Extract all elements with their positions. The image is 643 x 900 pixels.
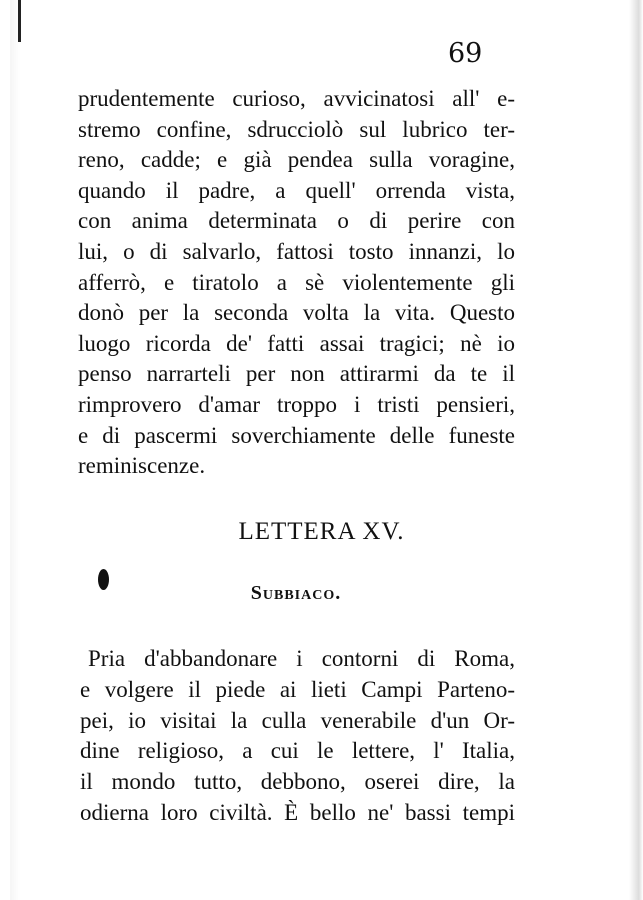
gutter-ink-mark <box>18 0 21 42</box>
text-line: dine religioso, a cui le lettere, l' Italia, <box>80 738 515 764</box>
text-line: donò per la seconda volta la vita. Questo <box>78 300 515 326</box>
page-number: 69 <box>448 38 483 69</box>
letter-place-heading: Subbiaco. <box>250 582 342 604</box>
text-line: e di pascermi soverchiamente delle funeste <box>78 422 515 448</box>
text-line: il mondo tutto, debbono, oserei dire, la <box>80 769 515 795</box>
text-line: Pria d'abbandonare i contorni di Roma, <box>88 646 515 671</box>
text-line: con anima determinata o di perire con <box>78 208 515 234</box>
text-line: stremo confine, sdrucciolò sul lubrico ter- <box>78 116 515 142</box>
text-line: pei, io visitai la culla venerabile d'un Or- <box>80 707 515 733</box>
text-line: luogo ricorda de' fatti assai tragici; nè io <box>78 330 515 356</box>
paragraph-continuation <box>78 84 515 482</box>
text-line: odierna loro civiltà. È bello ne' bassi tempi <box>80 799 515 825</box>
text-line: rimprovero d'amar troppo i tristi pensieri, <box>78 391 515 417</box>
text-line: lui, o di salvarlo, fattosi tosto innanzi, lo <box>78 238 515 264</box>
letter-body-paragraph <box>80 644 515 829</box>
text-line: reno, cadde; e già pendea sulla voragine, <box>78 147 515 173</box>
text-line: e volgere il piede ai lieti Campi Parteno- <box>80 676 515 702</box>
text-line: reminiscenze. <box>78 453 206 479</box>
letter-heading: LETTERA XV. <box>238 518 405 545</box>
text-line: penso narrarteli per non attirarmi da te il <box>78 361 515 387</box>
text-line: prudentemente curioso, avvicinatosi all' e- <box>78 86 515 111</box>
text-line: afferrò, e tiratolo a sè violentemente gli <box>78 269 515 295</box>
text-line: quando il padre, a quell' orrenda vista, <box>78 177 515 203</box>
page-edge-shadow <box>629 0 643 900</box>
binding-gutter <box>10 0 20 900</box>
